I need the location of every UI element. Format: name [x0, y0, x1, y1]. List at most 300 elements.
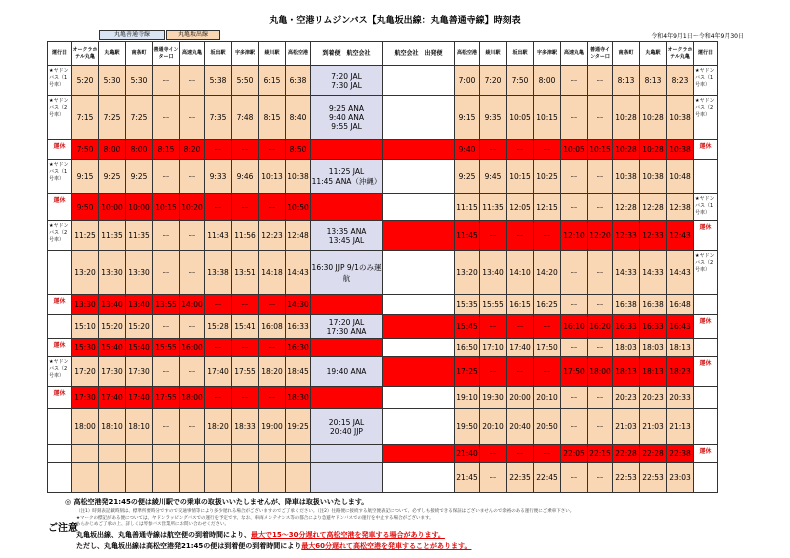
table-row	[48, 160, 718, 194]
right-row-label	[694, 463, 718, 493]
left-row-label: 運休	[48, 387, 72, 409]
header-departure-label: 出発便	[424, 50, 443, 57]
left-time-cell: 11:25	[72, 221, 99, 251]
left-time-cell: 18:20	[205, 409, 232, 445]
right-row-label: 運休	[694, 221, 718, 251]
right-time-cell: ー	[480, 463, 507, 493]
right-time-cell: ー	[534, 140, 561, 160]
right-time-cell: 17:10	[480, 339, 507, 357]
note-contact: あらかじめご了承の上、詳しくは琴参バス営業所にお問い合わせください。	[76, 522, 229, 527]
right-time-cell: 12:28	[613, 194, 640, 221]
left-time-cell: 18:10	[126, 409, 153, 445]
right-time-cell: 20:50	[534, 409, 561, 445]
valid-period: 令和4年9月1日～令和4年9月30日	[651, 33, 744, 40]
arrival-flight-cell: 9:25 ANA 9:40 ANA 9:55 JAL	[311, 96, 383, 140]
left-time-cell: 10:38	[286, 160, 311, 194]
header-left-7: 宇多津駅	[232, 42, 259, 66]
left-time-cell: 7:50	[72, 140, 99, 160]
right-time-cell: ー	[534, 315, 561, 339]
left-time-cell: ー	[153, 160, 180, 194]
right-time-cell: 10:15	[534, 96, 561, 140]
arrival-flight-cell: 11:25 JAL 11:45 ANA（沖縄）	[311, 160, 383, 194]
right-time-cell: 20:33	[667, 387, 694, 409]
table-row	[48, 387, 718, 409]
left-time-cell	[180, 463, 205, 493]
right-time-cell: 19:10	[455, 387, 480, 409]
right-time-cell: 15:35	[455, 295, 480, 315]
right-time-cell: 22:38	[667, 445, 694, 463]
header-airline-left: 航空会社	[346, 50, 371, 57]
left-time-cell: 8:15	[153, 140, 180, 160]
left-time-cell: 15:40	[99, 339, 126, 357]
right-time-cell: 14:10	[507, 251, 534, 295]
right-time-cell: ー	[588, 251, 613, 295]
right-time-cell: 16:10	[561, 315, 588, 339]
left-time-cell	[72, 445, 99, 463]
left-time-cell: 13:38	[205, 251, 232, 295]
departure-flight-cell	[383, 96, 455, 140]
departure-flight-cell	[383, 315, 455, 339]
left-time-cell: ー	[232, 387, 259, 409]
note-delay-late-text: ただし、丸亀坂出線は高松空港発21:45の便は到着便の到着時間により	[76, 542, 302, 550]
left-time-cell: 13:51	[232, 251, 259, 295]
header-left-0: 運行日	[48, 42, 72, 66]
note-delay-late	[76, 541, 471, 551]
left-time-cell: 17:55	[153, 387, 180, 409]
right-time-cell: 22:28	[640, 445, 667, 463]
right-time-cell: 10:28	[613, 96, 640, 140]
note-disclaimer: （注1）時刻表記載時刻は、標準所要時分ですので交通事情等により多少遅れる場合がございますのでご了承ください。（注2）往路便に接続する航空便表記について、必ずしも接続できる保証はございませんので余裕のある運行便にご乗車下さい。	[76, 509, 575, 514]
table-row	[48, 221, 718, 251]
right-time-cell: ー	[480, 221, 507, 251]
left-time-cell: ー	[205, 194, 232, 221]
right-time-cell: ー	[561, 66, 588, 96]
right-time-cell: 10:25	[534, 160, 561, 194]
left-time-cell: 10:15	[153, 194, 180, 221]
arrival-flight-cell: 17:20 JAL 17:30 ANA	[311, 315, 383, 339]
right-time-cell: 10:48	[667, 160, 694, 194]
right-time-cell: ー	[480, 140, 507, 160]
left-time-cell: ー	[180, 357, 205, 387]
left-time-cell: 15:10	[72, 315, 99, 339]
right-time-cell: ー	[534, 357, 561, 387]
right-time-cell: 21:03	[640, 409, 667, 445]
header-right-5: 善通寺インター口	[588, 42, 613, 66]
right-time-cell: 14:33	[640, 251, 667, 295]
left-time-cell: ー	[205, 387, 232, 409]
table-row	[48, 409, 718, 445]
arrival-flight-cell: 13:35 ANA 13:45 JAL	[311, 221, 383, 251]
left-row-label: 運休	[48, 194, 72, 221]
right-time-cell: 15:55	[480, 295, 507, 315]
note-delay-text: 丸亀坂出線、丸亀善通寺線は航空便の到着時間により、	[76, 531, 251, 539]
left-time-cell: 8:40	[286, 96, 311, 140]
left-time-cell: ー	[259, 140, 286, 160]
right-time-cell: 10:28	[640, 96, 667, 140]
right-row-label: 運休	[694, 445, 718, 463]
header-left-8: 綾川駅	[259, 42, 286, 66]
left-row-label: 運休	[48, 339, 72, 357]
left-time-cell	[72, 463, 99, 493]
arrival-flight-cell: 16:30 JJP 9/1のみ運航	[311, 251, 383, 295]
arrival-flight-cell: 19:40 ANA	[311, 357, 383, 387]
right-time-cell: 9:35	[480, 96, 507, 140]
right-time-cell: 10:05	[507, 96, 534, 140]
left-time-cell: 18:00	[180, 387, 205, 409]
right-time-cell: 8:23	[667, 66, 694, 96]
right-time-cell: 18:03	[640, 339, 667, 357]
left-time-cell: ー	[180, 251, 205, 295]
left-time-cell: 19:00	[259, 409, 286, 445]
departure-flight-cell	[383, 66, 455, 96]
left-time-cell: 5:38	[205, 66, 232, 96]
left-time-cell: 13:30	[126, 251, 153, 295]
left-time-cell: 15:40	[126, 339, 153, 357]
header-right-9: 運行日	[694, 42, 718, 66]
right-time-cell: 19:30	[480, 387, 507, 409]
left-row-label	[48, 463, 72, 493]
left-time-cell: 17:30	[72, 387, 99, 409]
legend-zentsuji-line: 丸亀善通寺線	[99, 30, 165, 40]
right-time-cell: 12:33	[640, 221, 667, 251]
left-time-cell: 5:50	[232, 66, 259, 96]
note-delay-late-emphasis: 最大60分遅れて高松空港を発車することがあります。	[301, 542, 472, 550]
right-time-cell: 10:38	[667, 140, 694, 160]
right-time-cell: 7:00	[455, 66, 480, 96]
note-delay-emphasis: 最大で15～30分遅れて高松空港を発車する場合があります。	[251, 531, 445, 539]
left-time-cell	[153, 445, 180, 463]
right-time-cell: 13:20	[455, 251, 480, 295]
arrival-flight-cell	[311, 295, 383, 315]
departure-flight-cell	[383, 221, 455, 251]
right-time-cell: 17:50	[534, 339, 561, 357]
right-time-cell: ー	[480, 315, 507, 339]
left-time-cell: ー	[153, 357, 180, 387]
right-time-cell: 16:33	[640, 315, 667, 339]
note-delay	[76, 530, 445, 540]
left-time-cell	[259, 445, 286, 463]
right-time-cell: 16:20	[588, 315, 613, 339]
right-time-cell: 18:00	[588, 357, 613, 387]
left-time-cell	[126, 463, 153, 493]
left-time-cell: 13:30	[99, 251, 126, 295]
right-time-cell: 10:28	[613, 140, 640, 160]
right-time-cell: 12:20	[588, 221, 613, 251]
legend-sakaide-line: 丸亀坂出線	[166, 30, 220, 40]
right-time-cell: 20:10	[480, 409, 507, 445]
arrival-flight-cell	[311, 140, 383, 160]
header-right-4: 高速丸亀	[561, 42, 588, 66]
left-time-cell: 8:00	[99, 140, 126, 160]
right-time-cell: 18:13	[613, 357, 640, 387]
right-time-cell: 16:38	[640, 295, 667, 315]
right-time-cell: 20:23	[640, 387, 667, 409]
right-time-cell: 23:03	[667, 463, 694, 493]
timetable	[47, 41, 718, 493]
right-time-cell: ー	[534, 445, 561, 463]
departure-flight-cell	[383, 194, 455, 221]
left-time-cell: 11:35	[126, 221, 153, 251]
right-time-cell: 17:50	[561, 357, 588, 387]
left-row-label: ★ヤドンバス（2号車）	[48, 96, 72, 140]
note-ayagawa: ◎ 高松空港発21:45の便は綾川駅での乗車の取扱いいたしませんが、降車は取扱いいたします。	[65, 498, 369, 506]
left-time-cell: ー	[205, 339, 232, 357]
right-time-cell: 19:50	[455, 409, 480, 445]
left-time-cell: 18:10	[99, 409, 126, 445]
departure-flight-cell	[383, 357, 455, 387]
left-time-cell: 17:55	[232, 357, 259, 387]
left-time-cell: 10:20	[180, 194, 205, 221]
left-time-cell: 16:08	[259, 315, 286, 339]
right-time-cell: 10:15	[507, 160, 534, 194]
left-time-cell: 5:30	[126, 66, 153, 96]
left-time-cell: ー	[180, 221, 205, 251]
right-row-label	[694, 387, 718, 409]
header-airline-right: 航空会社	[394, 50, 419, 57]
left-time-cell: ー	[259, 295, 286, 315]
table-row	[48, 463, 718, 493]
left-time-cell: 9:25	[126, 160, 153, 194]
left-time-cell: 7:35	[205, 96, 232, 140]
right-time-cell: 12:28	[640, 194, 667, 221]
left-time-cell: 9:15	[72, 160, 99, 194]
left-time-cell: ー	[232, 339, 259, 357]
header-right-1: 綾川駅	[480, 42, 507, 66]
header-left-6: 坂出駅	[205, 42, 232, 66]
right-time-cell: ー	[561, 463, 588, 493]
right-time-cell: 12:33	[613, 221, 640, 251]
left-time-cell: 11:35	[99, 221, 126, 251]
left-time-cell: ー	[180, 409, 205, 445]
left-row-label: ★ヤドンバス（1号車）	[48, 66, 72, 96]
departure-flight-cell	[383, 463, 455, 493]
right-time-cell: 11:35	[480, 194, 507, 221]
right-row-label	[694, 160, 718, 194]
left-time-cell: ー	[180, 315, 205, 339]
departure-flight-cell	[383, 387, 455, 409]
right-time-cell: ー	[507, 315, 534, 339]
left-time-cell	[286, 445, 311, 463]
right-time-cell: 21:45	[455, 463, 480, 493]
left-time-cell: 7:48	[232, 96, 259, 140]
right-time-cell: 10:38	[613, 160, 640, 194]
right-time-cell: 18:13	[667, 339, 694, 357]
left-time-cell: 18:20	[259, 357, 286, 387]
left-time-cell	[153, 463, 180, 493]
header-right-3: 宇多津駅	[534, 42, 561, 66]
right-time-cell: 16:43	[667, 315, 694, 339]
left-time-cell: 8:20	[180, 140, 205, 160]
left-time-cell: 6:15	[259, 66, 286, 96]
header-left-1: オークラホテル丸亀	[72, 42, 99, 66]
left-time-cell: 8:00	[126, 140, 153, 160]
header-arrival-flight	[311, 42, 383, 66]
left-time-cell: ー	[259, 339, 286, 357]
left-time-cell: 10:50	[286, 194, 311, 221]
right-time-cell: 22:53	[640, 463, 667, 493]
left-row-label: 運休	[48, 295, 72, 315]
table-row	[48, 194, 718, 221]
right-time-cell: 7:20	[480, 66, 507, 96]
header-left-2: 丸亀駅	[99, 42, 126, 66]
right-time-cell: 10:38	[640, 160, 667, 194]
left-time-cell	[180, 445, 205, 463]
departure-flight-cell	[383, 409, 455, 445]
left-time-cell: ー	[180, 160, 205, 194]
left-time-cell: 17:30	[126, 357, 153, 387]
right-time-cell: ー	[561, 160, 588, 194]
table-row	[48, 295, 718, 315]
left-time-cell: 14:18	[259, 251, 286, 295]
table-row	[48, 140, 718, 160]
right-time-cell: ー	[588, 295, 613, 315]
header-arrival-label: 到着便	[322, 50, 341, 57]
right-time-cell: ー	[588, 409, 613, 445]
table-row	[48, 66, 718, 96]
left-time-cell: 13:40	[99, 295, 126, 315]
left-time-cell: ー	[153, 409, 180, 445]
note-yadon: ★マークの標記がある便については、ヤドンラッピングバスでの運行を予定です。なお、車両メンテナンス等の都合により急遽ヤドンバスでの運行を中止する場合がございます。	[76, 516, 434, 521]
right-time-cell: ー	[561, 339, 588, 357]
left-time-cell: 18:30	[286, 387, 311, 409]
left-time-cell: 19:25	[286, 409, 311, 445]
right-time-cell: ー	[561, 194, 588, 221]
left-time-cell: 16:00	[180, 339, 205, 357]
left-time-cell: ー	[232, 194, 259, 221]
right-time-cell: 14:33	[613, 251, 640, 295]
departure-flight-cell	[383, 339, 455, 357]
left-row-label	[48, 315, 72, 339]
right-row-label: 運休	[694, 357, 718, 387]
left-time-cell: ー	[153, 251, 180, 295]
left-time-cell: 12:23	[259, 221, 286, 251]
right-time-cell: 22:28	[613, 445, 640, 463]
left-time-cell	[99, 445, 126, 463]
left-time-cell: 15:20	[126, 315, 153, 339]
left-time-cell: 17:20	[72, 357, 99, 387]
left-time-cell: 14:43	[286, 251, 311, 295]
left-time-cell: ー	[180, 96, 205, 140]
left-time-cell: 10:00	[99, 194, 126, 221]
right-time-cell: 17:40	[507, 339, 534, 357]
departure-flight-cell	[383, 445, 455, 463]
left-time-cell: 13:55	[153, 295, 180, 315]
left-time-cell: 16:33	[286, 315, 311, 339]
right-time-cell: 15:45	[455, 315, 480, 339]
right-time-cell: 13:40	[480, 251, 507, 295]
arrival-flight-cell: 20:15 JAL 20:40 JJP	[311, 409, 383, 445]
header-left-4: 善通寺インター口	[153, 42, 180, 66]
left-time-cell: ー	[153, 96, 180, 140]
right-time-cell: 12:10	[561, 221, 588, 251]
left-time-cell: 8:15	[259, 96, 286, 140]
right-row-label: ★ヤドンバス（1号車）	[694, 66, 718, 96]
right-time-cell: 20:10	[534, 387, 561, 409]
page-title: 丸亀・空港リムジンバス【丸亀坂出線：丸亀善通寺線】時刻表	[269, 16, 521, 26]
left-time-cell: 15:30	[72, 339, 99, 357]
right-row-label	[694, 339, 718, 357]
departure-flight-cell	[383, 160, 455, 194]
left-time-cell: 16:30	[286, 339, 311, 357]
left-time-cell: 15:41	[232, 315, 259, 339]
right-time-cell: 12:38	[667, 194, 694, 221]
left-time-cell	[99, 463, 126, 493]
right-time-cell: 16:33	[613, 315, 640, 339]
left-time-cell: 18:45	[286, 357, 311, 387]
left-time-cell: 15:55	[153, 339, 180, 357]
left-row-label	[48, 445, 72, 463]
left-row-label	[48, 251, 72, 295]
right-time-cell: ー	[588, 160, 613, 194]
right-time-cell: ー	[561, 295, 588, 315]
left-time-cell: 15:20	[99, 315, 126, 339]
left-time-cell: 14:30	[286, 295, 311, 315]
table-row	[48, 445, 718, 463]
left-time-cell: 11:56	[232, 221, 259, 251]
right-time-cell: 9:40	[455, 140, 480, 160]
left-time-cell: 13:40	[126, 295, 153, 315]
right-time-cell: 8:00	[534, 66, 561, 96]
table-row	[48, 251, 718, 295]
right-time-cell: 16:38	[613, 295, 640, 315]
left-time-cell: 11:43	[205, 221, 232, 251]
right-time-cell: ー	[480, 445, 507, 463]
table-row	[48, 96, 718, 140]
left-time-cell: ー	[232, 140, 259, 160]
header-left-9: 高松空港	[286, 42, 311, 66]
right-time-cell: ー	[588, 339, 613, 357]
left-time-cell: ー	[259, 387, 286, 409]
left-time-cell: 9:46	[232, 160, 259, 194]
right-row-label: ★ヤドンバス（1号車）	[694, 194, 718, 221]
right-time-cell: 20:00	[507, 387, 534, 409]
right-time-cell: 18:23	[667, 357, 694, 387]
arrival-flight-cell	[311, 463, 383, 493]
right-time-cell: 16:25	[534, 295, 561, 315]
right-time-cell: ー	[588, 463, 613, 493]
right-time-cell: 10:38	[667, 96, 694, 140]
right-time-cell: 22:15	[588, 445, 613, 463]
left-time-cell: 7:15	[72, 96, 99, 140]
header-right-8: オークラホテル丸亀	[667, 42, 694, 66]
right-time-cell: 21:03	[613, 409, 640, 445]
left-time-cell: ー	[180, 66, 205, 96]
right-time-cell: ー	[507, 357, 534, 387]
left-time-cell: ー	[153, 221, 180, 251]
right-time-cell: 17:25	[455, 357, 480, 387]
left-time-cell: 9:50	[72, 194, 99, 221]
right-time-cell: 22:53	[613, 463, 640, 493]
left-time-cell: 17:40	[126, 387, 153, 409]
arrival-flight-cell: 7:20 JAL 7:30 JAL	[311, 66, 383, 96]
left-row-label	[48, 409, 72, 445]
left-time-cell: 7:25	[126, 96, 153, 140]
right-row-label: 運休	[694, 140, 718, 160]
left-row-label: ★ヤドンバス（2号車）	[48, 357, 72, 387]
header-left-3: 南条町	[126, 42, 153, 66]
right-time-cell: ー	[507, 445, 534, 463]
left-time-cell: 12:48	[286, 221, 311, 251]
left-time-cell: 5:20	[72, 66, 99, 96]
left-time-cell	[205, 463, 232, 493]
caution-heading: ご注意	[48, 523, 78, 534]
right-time-cell: ー	[507, 221, 534, 251]
right-time-cell: ー	[534, 221, 561, 251]
left-time-cell: 17:30	[99, 357, 126, 387]
left-time-cell	[286, 463, 311, 493]
right-row-label: ★ヤドンバス（2号車）	[694, 251, 718, 295]
right-time-cell: ー	[507, 140, 534, 160]
